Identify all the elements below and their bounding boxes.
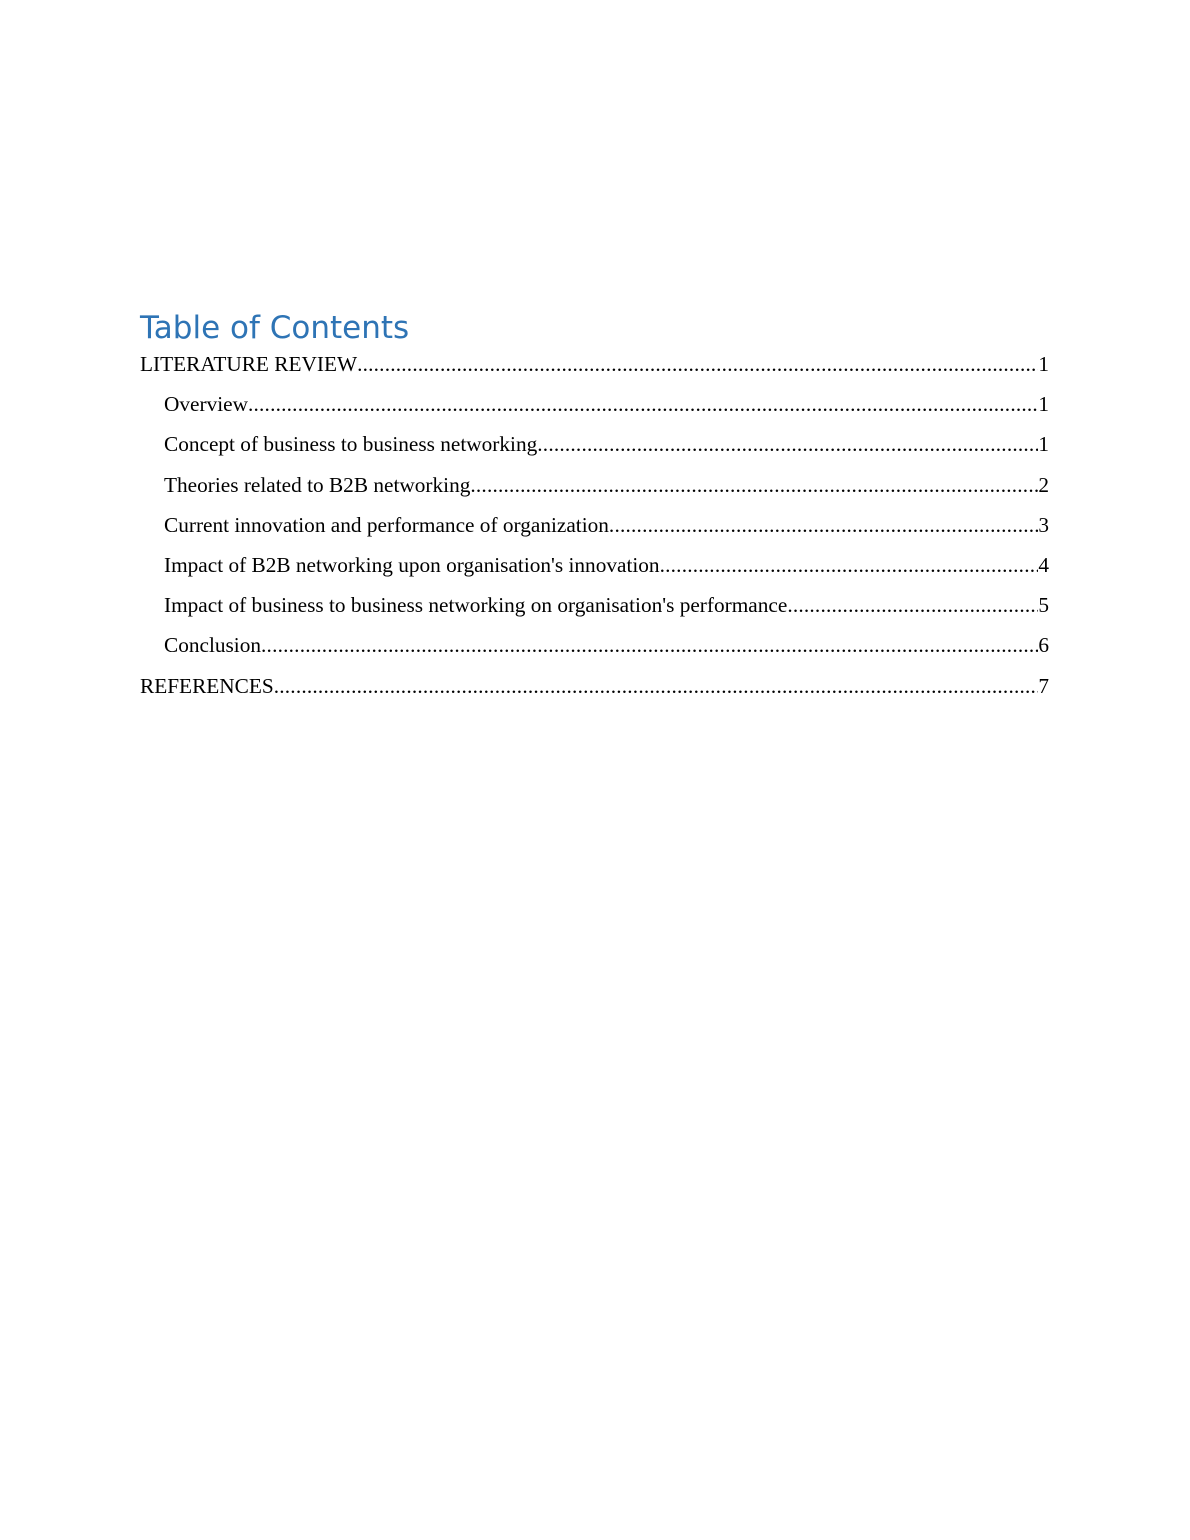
toc-entry-text: REFERENCES bbox=[140, 673, 274, 698]
toc-page-number: 2 bbox=[1038, 472, 1049, 497]
toc-title: Table of Contents bbox=[140, 310, 410, 346]
toc-page-number: 4 bbox=[1038, 552, 1049, 577]
toc-entry-theories-b2b[interactable] bbox=[140, 467, 1049, 507]
toc-entry-literature-review[interactable] bbox=[140, 346, 1049, 386]
toc-dot-leader bbox=[609, 507, 1038, 543]
toc-page-number: 5 bbox=[1038, 593, 1049, 618]
toc-entry-impact-innovation[interactable] bbox=[140, 547, 1049, 587]
toc-page-number: 1 bbox=[1038, 392, 1049, 417]
toc-entry-impact-performance[interactable] bbox=[140, 587, 1049, 627]
toc-entry-text: Concept of business to business networking bbox=[164, 432, 538, 457]
toc-dot-leader bbox=[660, 547, 1039, 583]
toc-entry-current-innovation[interactable] bbox=[140, 507, 1049, 547]
toc-dot-leader bbox=[537, 426, 1038, 462]
toc-entry-text: Impact of business to business networking on organisation's performance bbox=[164, 593, 788, 618]
toc-entry-conclusion[interactable] bbox=[140, 627, 1049, 667]
toc-dot-leader bbox=[274, 668, 1039, 704]
toc-dot-leader bbox=[470, 467, 1038, 503]
toc-entry-text: Overview bbox=[164, 392, 248, 417]
toc-page-number: 7 bbox=[1038, 673, 1049, 698]
toc-list bbox=[140, 346, 1049, 708]
toc-page-number: 1 bbox=[1038, 432, 1049, 457]
toc-dot-leader bbox=[787, 587, 1038, 623]
toc-dot-leader bbox=[261, 627, 1038, 663]
toc-entry-references[interactable] bbox=[140, 668, 1049, 708]
toc-page-number: 6 bbox=[1038, 633, 1049, 658]
toc-dot-leader bbox=[248, 386, 1038, 422]
toc-entry-text: Current innovation and performance of organization bbox=[164, 512, 609, 537]
toc-page-number: 1 bbox=[1038, 352, 1049, 376]
toc-entry-text: Theories related to B2B networking bbox=[164, 472, 471, 497]
toc-entry-text: LITERATURE REVIEW bbox=[140, 352, 358, 376]
toc-page-number: 3 bbox=[1038, 512, 1049, 537]
toc-entry-overview[interactable] bbox=[140, 386, 1049, 426]
toc-entry-text: Conclusion bbox=[164, 633, 262, 658]
toc-dot-leader bbox=[357, 346, 1038, 382]
toc-entry-text: Impact of B2B networking upon organisation's innovation bbox=[164, 552, 660, 577]
toc-entry-concept-b2b-networking[interactable] bbox=[140, 426, 1049, 466]
